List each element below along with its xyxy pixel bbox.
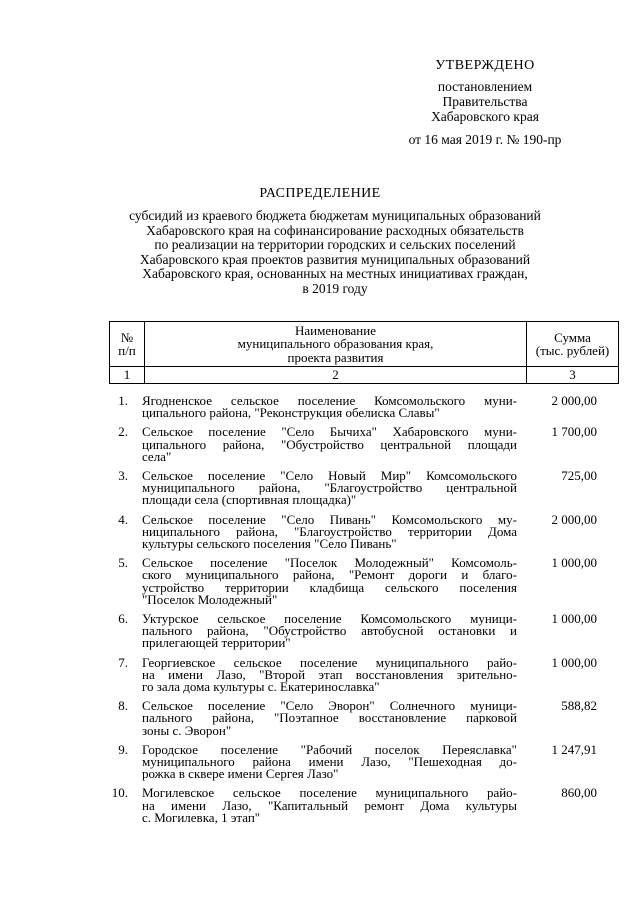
row-sum: 860,00 <box>561 785 597 801</box>
approval-line: Хабаровского края <box>431 109 539 124</box>
table-row <box>0 511 640 552</box>
header-sum: Сумма (тыс. рублей) <box>527 322 619 367</box>
row-sum: 1 700,00 <box>551 424 597 440</box>
row-name-line: Сельское поселение "Село Пивань" Комсомольского му- <box>142 511 517 527</box>
row-name-line: пального района, "Обустройство автобусной остановки и <box>142 623 517 639</box>
table-row <box>0 787 640 824</box>
row-name <box>142 700 517 737</box>
table-row <box>0 654 640 695</box>
row-sum: 588,82 <box>561 698 597 714</box>
row-name <box>142 613 517 650</box>
row-sum: 1 247,91 <box>551 741 597 757</box>
row-name <box>142 395 517 419</box>
row-name-line: Георгиевское сельское поселение муниципального райо- <box>142 654 517 670</box>
table-row <box>0 470 640 507</box>
col-number-2: 2 <box>145 367 527 384</box>
approval-heading: УТВЕРЖДЕНО <box>435 58 535 73</box>
subtitle-line: Хабаровского края на софинансирование расходных обязательств <box>146 222 524 238</box>
row-name-line: Сельское поселение "Поселок Молодежный" Комсомоль- <box>142 555 517 571</box>
row-name-line: го зала дома культуры с. Екатеринославка" <box>142 679 380 695</box>
row-name-line: на имени Лазо, "Второй этап восстановления зрительно- <box>142 666 517 682</box>
table-row <box>0 426 640 463</box>
col-number-1: 1 <box>110 367 145 384</box>
row-name <box>142 787 517 824</box>
row-name-line: Уктурское сельское поселение Комсомольского муници- <box>142 611 517 627</box>
row-number: 10. <box>111 785 128 801</box>
subtitle-line: Хабаровского края, основанных на местных инициативах граждан, <box>142 266 528 282</box>
row-name-line: "Поселок Молодежный" <box>142 591 278 607</box>
row-number: 7. <box>118 654 128 670</box>
row-number: 8. <box>118 698 128 714</box>
row-name-line: муниципального района, "Благоустройство центральной <box>142 480 517 496</box>
row-name-line: ципального района, "Реконструкция обелиска Славы" <box>142 405 440 421</box>
row-name-line: культуры сельского поселения "Село Пивань" <box>142 536 397 552</box>
row-name-line: Сельское поселение "Село Эворон" Солнечного муници- <box>142 698 517 714</box>
subtitle-line: Хабаровского края проектов развития муниципальных образований <box>139 251 531 267</box>
row-sum: 1 000,00 <box>551 654 597 670</box>
row-name <box>142 557 517 606</box>
table-row <box>0 613 640 650</box>
row-name-line: Могилевское сельское поселение муниципального райо- <box>142 785 517 801</box>
row-name <box>142 470 517 507</box>
row-name-line: муниципального района имени Лазо, "Пешеходная до- <box>142 754 517 770</box>
row-name-line: ского муниципального района, "Ремонт дороги и благо- <box>142 567 517 583</box>
row-name <box>142 511 517 552</box>
approval-date: от 16 мая 2019 г. № 190-пр <box>408 132 562 147</box>
row-sum: 2 000,00 <box>551 511 597 527</box>
row-name-line: с. Могилевка, 1 этап" <box>142 809 261 825</box>
row-name-line: площади села (спортивная площадка)" <box>142 492 357 508</box>
table-row <box>0 395 640 419</box>
row-name-line: прилегающей территории" <box>142 635 291 651</box>
row-name-line: устройство территории кладбища сельского поселения <box>142 579 517 595</box>
table-body <box>0 395 640 831</box>
row-number: 5. <box>118 555 128 571</box>
row-name-line: зоны с. Эворон" <box>142 722 232 738</box>
row-name-line: на имени Лазо, "Капитальный ремонт Дома культуры <box>142 797 517 813</box>
row-name <box>142 654 517 695</box>
document-subtitle <box>105 209 565 297</box>
row-name-line: Сельское поселение "Село Бычиха" Хабаровского муни- <box>142 424 517 440</box>
row-name-line: Ягодненское сельское поселение Комсомольского муни- <box>142 393 517 408</box>
header-name: Наименование муниципального образования края, проекта развития <box>145 322 527 367</box>
subtitle-line: в 2019 году <box>302 280 368 296</box>
row-name <box>142 741 517 782</box>
col-number-3: 3 <box>527 367 619 384</box>
row-number: 3. <box>118 468 128 484</box>
header-num: № п/п <box>110 322 145 367</box>
subtitle-line: по реализации на территории городских и сельских поселений <box>154 237 516 253</box>
row-number: 6. <box>118 611 128 627</box>
table-row <box>0 557 640 606</box>
row-number: 9. <box>118 741 128 757</box>
row-sum: 1 000,00 <box>551 611 597 627</box>
approval-line: постановлением <box>437 79 533 94</box>
row-sum: 725,00 <box>561 468 597 484</box>
subtitle-line: субсидий из краевого бюджета бюджетам муниципальных образований <box>129 208 541 223</box>
row-sum: 2 000,00 <box>551 393 597 408</box>
row-name-line: Сельское поселение "Село Новый Мир" Комсомольского <box>142 468 517 484</box>
row-name-line: села" <box>142 448 172 464</box>
row-sum: 1 000,00 <box>551 555 597 571</box>
table-row <box>0 741 640 782</box>
approval-block <box>380 58 590 147</box>
row-name-line: Городское поселение "Рабочий поселок Переяславка" <box>142 741 517 757</box>
approval-line: Правительства <box>442 94 528 109</box>
document-title: РАСПРЕДЕЛЕНИЕ <box>259 186 381 201</box>
row-name-line: ниципального района, "Благоустройство территории Дома <box>142 523 517 539</box>
row-number: 2. <box>118 424 128 440</box>
row-name <box>142 426 517 463</box>
row-name-line: пального района, "Поэтапное восстановление парковой <box>142 710 517 726</box>
row-name-line: рожка в сквере имени Сергея Лазо" <box>142 766 339 782</box>
row-number: 4. <box>118 511 128 527</box>
table-row <box>0 700 640 737</box>
table-header <box>109 321 619 384</box>
row-name-line: ципального района, "Обустройство центральной площади <box>142 436 517 452</box>
row-number: 1. <box>118 393 128 408</box>
